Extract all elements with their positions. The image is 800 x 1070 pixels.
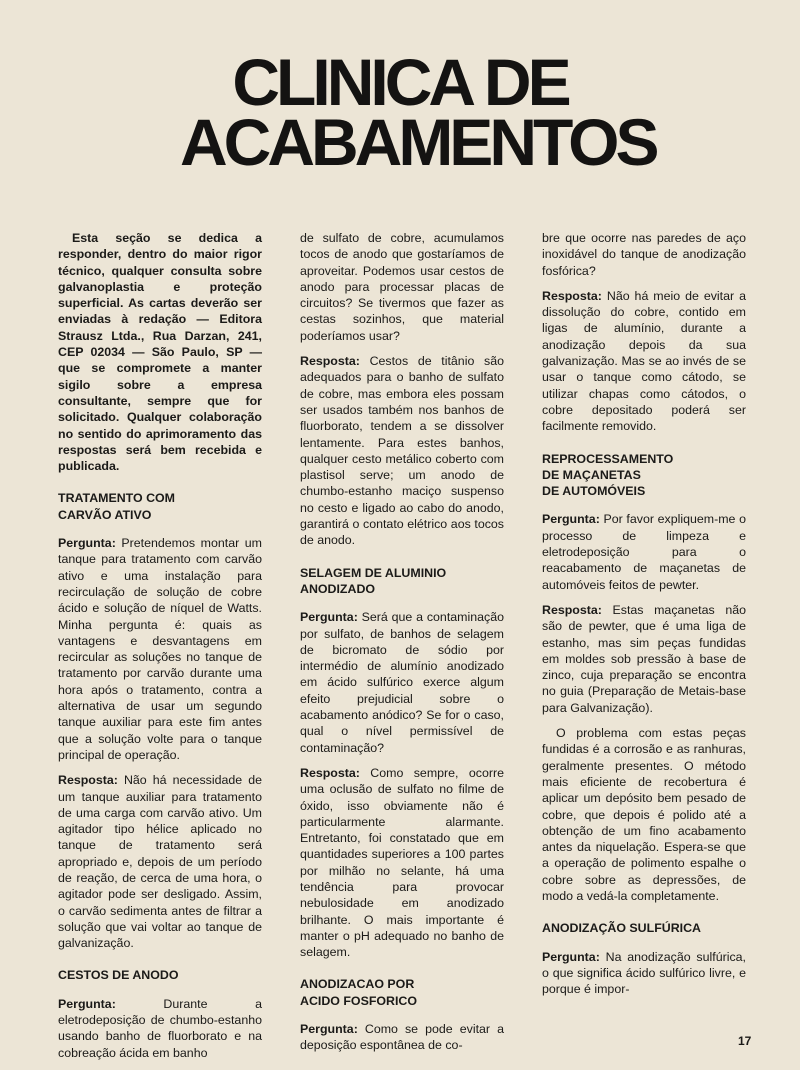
question-paragraph: Pergunta: Pretendemos montar um tanque para tratamento com carvão ativo e uma instalação para recirculação de solução de cobre ácido e solução de níquel de Watts. Minha pergunta é: quais as vantagens e desvantagens em recircular as soluções no tanque de tratamento por carvão durante uma hora após o tratamento, contra a alternativa de usar um segundo tanque auxiliar para este fim antes que a solução volte para o tanque principal de operação. — [58, 536, 262, 762]
continued-paragraph: bre que ocorre nas paredes de aço inoxidável do tanque de anodização fosfórica? — [542, 231, 746, 278]
continued-paragraph: de sulfato de cobre, acumulamos tocos de anodo que gostaríamos de aproveitar. Podemos usar cestos de anodo para processar placas de circuitos? Se tivermos que fazer as cestas sozinhos, que material poderíamos usar? — [300, 231, 504, 343]
answer-paragraph: Resposta: Não há meio de evitar a dissolução do cobre, contido em ligas de alumínio, durante a anodização depois da sua galvanização. Mas se ao invés de se usar o tanque como cátodo, se utilizar chapas como cátodos, o cobre depositado poderá ser facilmente removido. — [542, 288, 746, 434]
answer-label: Resposta: — [300, 765, 360, 780]
answer-paragraph: Resposta: Cestos de titânio são adequados para o banho de sulfato de cobre, mas embora eles possam ser usados também nos banhos de fluorborato, tendem a se dissolver lentamente. Para estes banhos, qualquer cesto metálico coberto com plastisol serve; um anodo de chumbo-estanho maciço suspenso no cesto e ligado ao cabo do anodo, garantirá o contato elétrico aos tocos de anodo. — [300, 354, 504, 548]
question-label: Pergunta: — [542, 512, 600, 527]
body-paragraph: O problema com estas peças fundidas é a corrosão e as ranhuras, geralmente presentes. O método mais eficiente de recobertura é aplicar um depósito bem pesado de cobre, que depois é polido até a obtenção de um fino acabamento antes da niquelação. Espera-se que a operação de polimento espalhe o cobre sobre as depressões, de modo a vedá-la completamente. — [542, 726, 746, 903]
question-label: Pergunta: — [58, 536, 116, 551]
section-heading-cestos: CESTOS DE ANODO — [58, 968, 179, 983]
answer-label: Resposta: — [542, 602, 602, 617]
section-heading-selagem: SELAGEM DE ALUMINIO ANODIZADO — [300, 565, 447, 596]
page-number: 17 — [738, 1034, 752, 1048]
question-paragraph: Pergunta: Como se pode evitar a deposição espontânea de co- — [300, 1022, 504, 1053]
question-paragraph: Pergunta: Durante a eletrodeposição de chumbo-estanho usando banho de fluorborato e na cobreação ácida em banho — [58, 996, 262, 1060]
title-line-1: CLINICA DE — [232, 45, 568, 119]
question-label: Pergunta: — [300, 1022, 358, 1037]
section-heading-fosforico: ANODIZACAO POR ACIDO FOSFORICO — [300, 977, 418, 1008]
answer-label: Resposta: — [58, 773, 118, 788]
title-line-2: ACABAMENTOS — [180, 105, 656, 179]
page-title — [180, 45, 656, 179]
question-paragraph: Pergunta: Será que a contaminação por sulfato, de banhos de selagem de bicromato de sódio por intermédio de alumínio anodizado em ácido sulfúrico exerce algum efeito prejudicial sobre o acabamento anódico? Se for o caso, qual o nível permissível de contaminação? — [300, 610, 504, 755]
answer-label: Resposta: — [300, 354, 360, 369]
column-1 — [58, 230, 262, 1070]
intro-paragraph: Esta seção se dedica a responder, dentro do maior rigor técnico, qualquer consulta sobre galvanoplastia e proteção superficial. As cartas deverão ser enviadas à redação — Editora Strausz Ltda., Rua Darzan, 241, CEP 02034 — São Paulo, SP — que se compromete a manter sigilo sobre a empresa consultante, sempre que for solicitado. Qualquer colaboração no sentido do aprimoramento das respostas será bem recebida e publicada. — [58, 231, 262, 474]
answer-paragraph: Resposta: Não há necessidade de um tanque auxiliar para tratamento de uma carga com carvão ativo. Um agitador tipo hélice aplicado no tanque de tratamento será apropriado e, depois de um período de reação, de cerca de uma hora, o agitador pode ser desligado. Assim, o carvão sedimenta antes de filtrar a solução que vai voltar ao tanque de galvanização. — [58, 773, 262, 951]
question-label: Pergunta: — [58, 996, 116, 1011]
column-3 — [542, 230, 746, 1006]
question-paragraph: Pergunta: Na anodização sulfúrica, o que significa ácido sulfúrico livre, e porque é impor- — [542, 949, 746, 997]
section-heading-macanetas: REPROCESSAMENTO DE MAÇANETAS DE AUTOMÓVEIS — [542, 451, 674, 499]
question-paragraph: Pergunta: Por favor expliquem-me o processo de limpeza e eletrodeposição para o reacabamento de maçanetas de automóveis feitos de pewter. — [542, 512, 746, 592]
answer-paragraph: Resposta: Estas maçanetas não são de pewter, que é uma liga de estanho, mas sim peças fundidas em moldes sob pressão à base de zinco, cuja preparação se encontra no guia (Preparação de Metais-base para Galvanização). — [542, 602, 746, 715]
answer-label: Resposta: — [542, 288, 602, 303]
question-label: Pergunta: — [542, 949, 600, 964]
question-label: Pergunta: — [300, 610, 358, 625]
column-2 — [300, 230, 504, 1063]
section-heading-sulfurica: ANODIZAÇÃO SULFÚRICA — [542, 921, 702, 936]
section-heading-carvao: TRATAMENTO COM CARVÃO ATIVO — [58, 491, 176, 522]
answer-paragraph: Resposta: Como sempre, ocorre uma oclusão de sulfato no filme de óxido, isso obviamente não é particularmente alarmante. Entretanto, foi constatado que em quantidades superiores a 100 partes por milhão no selante, há uma tendência para provocar nebulosidade em anodizado brilhante. O mais importante é manter o pH adequado no banho de selagem. — [300, 765, 504, 960]
